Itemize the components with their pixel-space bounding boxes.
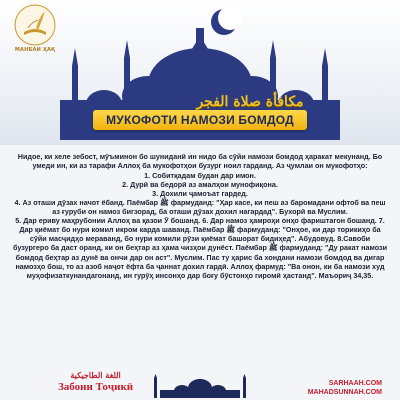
mosque-footer-icon (150, 374, 250, 398)
article-body (12, 152, 388, 280)
intro-paragraph: Нидое, ки хеле зебост, мӯъминон бо шуниданӣ ин нидо ба сӯйи намози бомдод ҳаракат мекунанд. Бо умеди ин, ки аз тарафи Аллоҳ ба мукофотҳои бузург ноил гарданд. Аз ҷумлаи он мукофотҳо: (17, 152, 383, 171)
footer (0, 358, 400, 400)
rewards-list (12, 171, 388, 280)
brand-logo (6, 4, 64, 62)
list-item: 3. Дохили ҷамоъат гардед. (152, 189, 248, 199)
title-ribbon (93, 110, 307, 130)
list-item: 5. Дар ериву маҳрубонии Аллоҳ ва қазои Ӯ бошанд. 6. Дар намоз ҳамроҳи онҳо фариштагон бошанд. 7. Дар қиёмат бо нури комил икром карда шаванд. Паёмбар ﷺ фармуданд: "Онҳое, ки дар торикиҳо ба сӯйи масҷидҳо мераванд, бо нури комили рӯзи қиёмат башорат бидиҳед". Абудовуд. 8.Савоби бузургеро ба даст оранд, ки он беҳтар аз ҳама чизҳои дунёст. Паёмбар ﷺ фармуданд: "Ду ракат намози бомдод беҳтар аз дунё ва ончи дар он аст". Муслим. Пас ту ҳарис ба хондани намози бомдод ва дигар намозҳо бош, то аз азоб наҷот ёфта ба ҷаннат дохил гардӣ. Аллоҳ фармуд: "Ва онон, ки ба намози худ муҳофизаткунандагонанд, ин гурӯҳ инсонҳо дар боғу бӯстонҳо гиромӣ ҳастанд". Маъориҷ 34,35. (13, 216, 387, 280)
site-link[interactable]: SARHAAH.COM (328, 380, 382, 387)
site-link[interactable]: MAHADSUNNAH.COM (307, 389, 382, 396)
page-title: МУКОФОТИ НАМОЗИ БОМДОД (106, 113, 294, 127)
list-item: 4. Аз оташи дӯзах начот ёбанд. Паёмбар ﷺ фармуданд: "Ҳар касе, ки пеш аз баромадани офтоб ва пеш аз ғуруби он намоз бигзорад, ба оташи дӯзах дохил нагардад". Бухорӣ ва Муслим. (14, 198, 386, 217)
crescent-moon-icon (211, 6, 242, 35)
arabic-title: مكافأة صلاة الفجر (196, 94, 304, 110)
logo-text: МАНБАИ ҲАҚ (14, 47, 56, 53)
language-label: Забони Тоҷикӣ (58, 381, 134, 393)
website-links (308, 379, 382, 397)
list-item: 2. Дурӣ ва бедорӣ аз амалҳои мунофиқона. (122, 180, 278, 190)
feather-book-icon (14, 4, 56, 46)
language-logo (58, 370, 133, 393)
arabic-language-label: اللغة الطاجيكية (70, 370, 121, 380)
list-item: 1. Собитқадам будан дар имон. (144, 171, 256, 181)
